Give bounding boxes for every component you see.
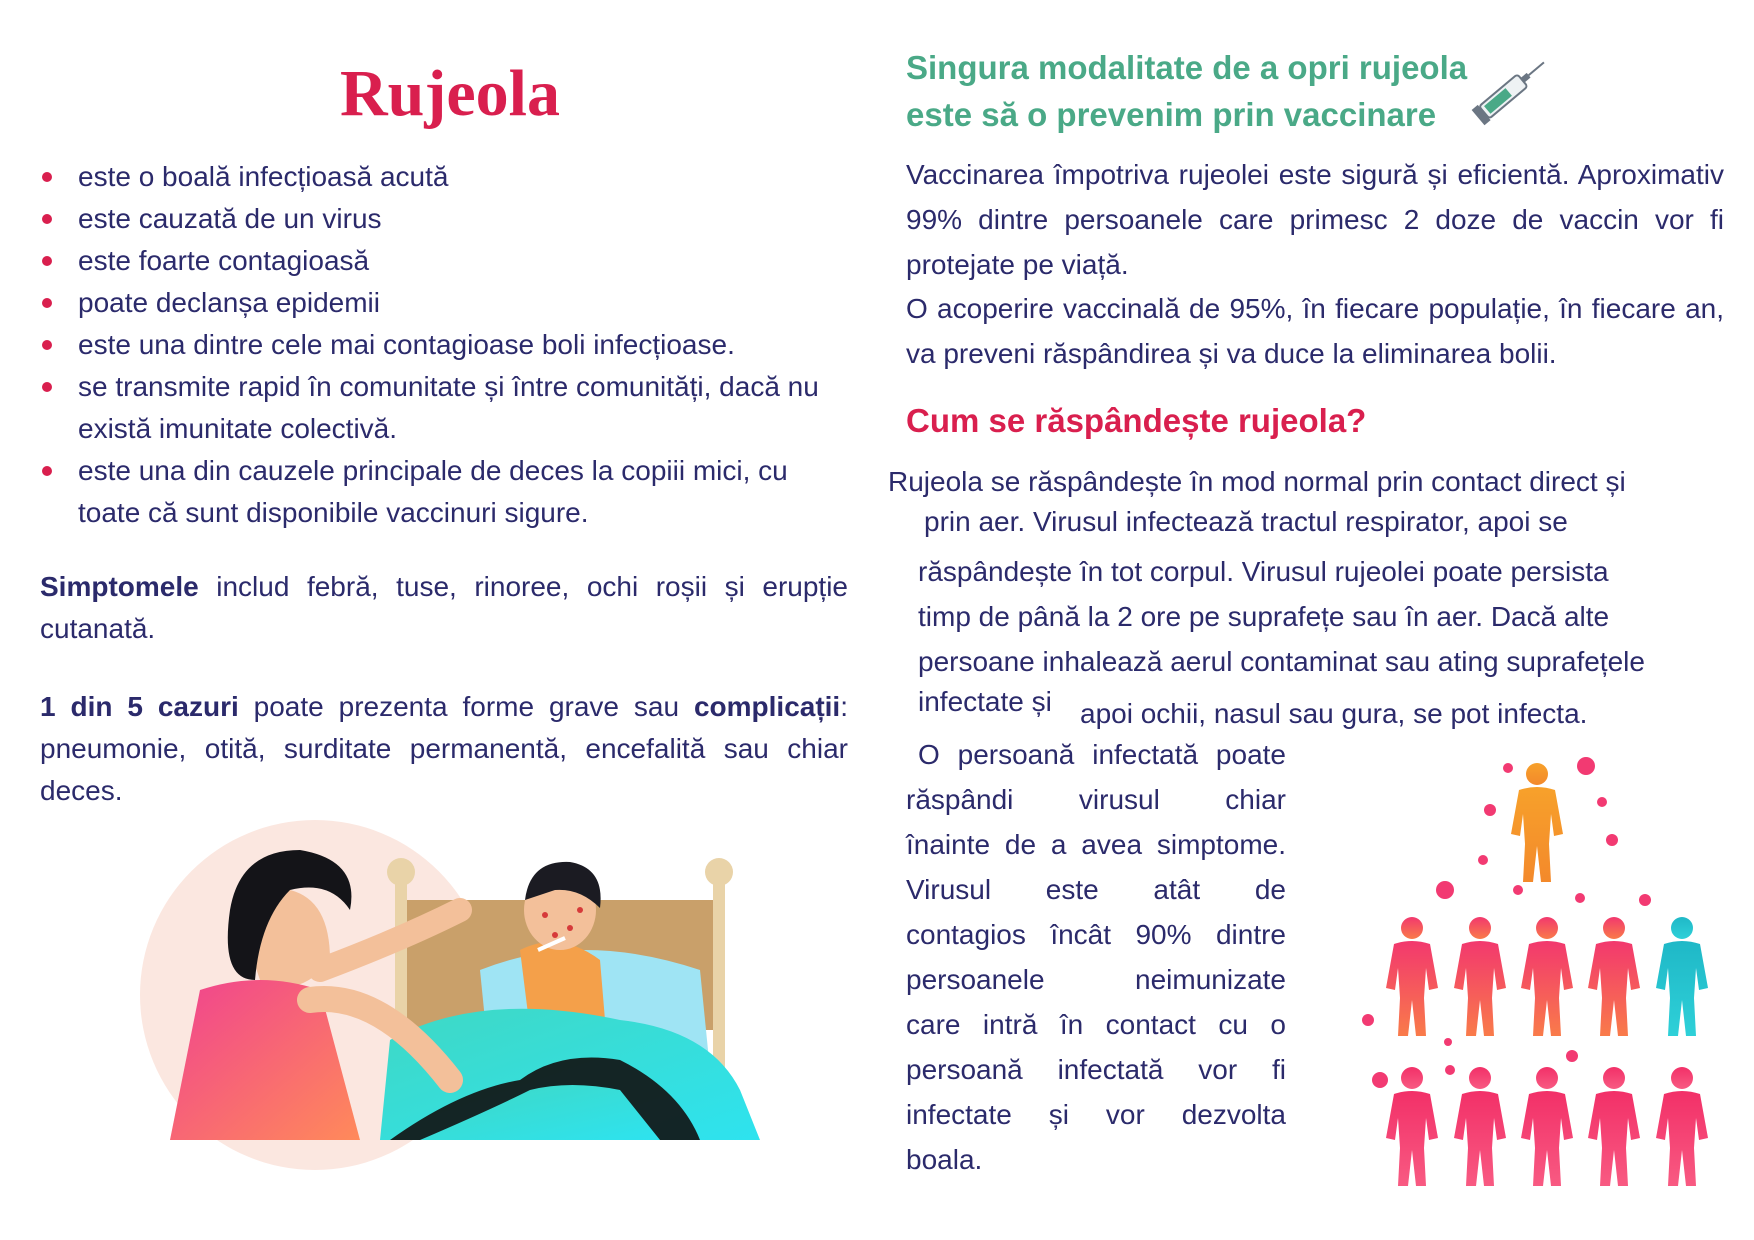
spread-line-7: apoi ochii, nasul sau gura, se pot infecta. (1080, 698, 1588, 729)
contagion-line: persoană infectată vor fi (906, 1054, 1286, 1085)
list-item: este una dintre cele mai contagioase boli infecțioase. (40, 324, 848, 366)
list-item: este una din cauzele principale de deces la copiii mici, cu toate că sunt disponibile vaccinuri sigure. (40, 450, 848, 534)
list-item: poate declanșa epidemii (40, 282, 848, 324)
contagion-line: Virusul este atât de (906, 874, 1286, 905)
contagion-line: infectate și vor dezvolta (906, 1099, 1286, 1130)
infection-spread-illustration (1340, 750, 1740, 1190)
vaccination-heading-line2: este să o prevenim prin vaccinare (906, 96, 1437, 133)
spread-line-6: infectate și (918, 686, 1052, 717)
page-title: Rujeola (340, 57, 560, 130)
spread-line-3: răspândește în tot corpul. Virusul rujeolei poate persista (918, 556, 1609, 587)
cases-text-b: : pneumonie, otită, surditate permanentă, encefalită sau chiar deces. (40, 691, 848, 806)
vaccine-paragraph: Vaccinarea împotriva rujeolei este sigură și eficientă. Aproximativ 99% dintre persoanele care primesc 2 doze de vaccin vor fi protejate pe viață. (906, 159, 1724, 280)
spread-line-5: persoane inhalează aerul contaminat sau ating suprafețele (918, 646, 1645, 677)
contagion-paragraph (906, 732, 1286, 1182)
vaccination-heading-line1: Singura modalitate de a opri rujeola (906, 49, 1468, 86)
symptoms-text: includ febră, tuse, rinoree, ochi roșii și erupție cutanată. (40, 571, 848, 644)
spread-line-2: prin aer. Virusul infectează tractul respirator, apoi se (924, 506, 1568, 537)
cases-label: 1 din 5 cazuri (40, 691, 239, 722)
sick-child-illustration (60, 790, 820, 1210)
cases-text-a: poate prezenta forme grave sau (238, 691, 694, 722)
symptoms-paragraph (40, 566, 848, 650)
contagion-line: înainte de a avea simptome. (906, 829, 1286, 860)
symptoms-label: Simptomele (40, 571, 199, 602)
list-item: este o boală infecțioasă acută (40, 156, 848, 198)
spread-line-1: Rujeola se răspândește în mod normal prin contact direct și (888, 466, 1626, 497)
spread-heading: Cum se răspândește rujeola? (906, 402, 1367, 439)
contagion-line: care intră în contact cu o (906, 1009, 1286, 1040)
complications-label: complicații (693, 691, 841, 722)
contagion-line: O persoană infectată poate (918, 739, 1286, 770)
list-item: se transmite rapid în comunitate și între comunități, dacă nu există imunitate colectivă. (40, 366, 848, 450)
contagion-line: boala. (906, 1144, 983, 1175)
list-item: este foarte contagioasă (40, 240, 848, 282)
syringe-icon (1466, 50, 1556, 130)
spread-line-4: timp de până la 2 ore pe suprafețe sau în aer. Dacă alte (918, 601, 1610, 632)
contagion-line: răspândi virusul chiar (906, 784, 1286, 815)
contagion-line: persoanele neimunizate (906, 964, 1286, 995)
coverage-paragraph: O acoperire vaccinală de 95%, în fiecare populație, în fiecare an, va preveni răspândirea și va duce la eliminarea bolii. (906, 293, 1724, 369)
measles-facts-list (40, 156, 848, 534)
contagion-line: contagios încât 90% dintre (906, 919, 1286, 950)
vaccination-heading (906, 44, 1467, 138)
list-item: este cauzată de un virus (40, 198, 848, 240)
